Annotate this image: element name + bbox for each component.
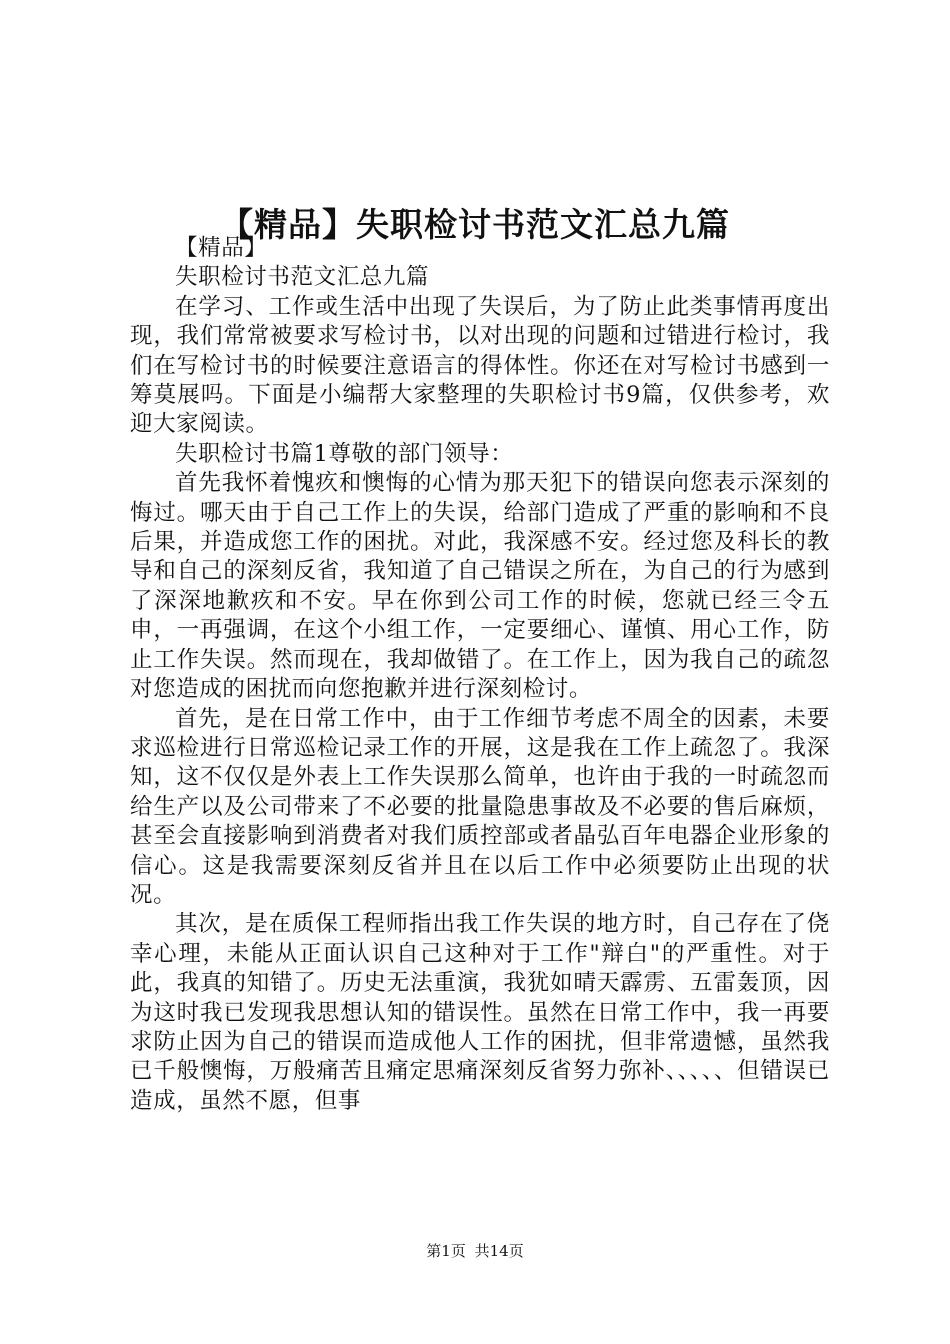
paragraph-body-1: 首先我怀着愧疚和懊悔的心情为那天犯下的错误向您表示深刻的悔过。哪天由于自己工作上的失误，给部门造成了严重的影响和不良后果，并造成您工作的困扰。对此，我深感不安。经过您及科长的教导和自己的深刻反省，我知道了自己错误之所在，为自己的行为感到了深深地歉疚和不安。早在你到公司工作的时候，您就已经三令五申，一再强调，在这个小组工作，一定要细心、谨慎、用心工作，防止工作失误。然而现在，我却做错了。在工作上，因为我自己的疏忽对您造成的困扰而向您抱歉并进行深刻检讨。	[130, 470, 830, 703]
paragraph-subtitle: 失职检讨书范文汇总九篇	[175, 264, 430, 291]
page-total: 共14页	[474, 1242, 524, 1260]
paragraph-tag: 【精品】	[175, 235, 268, 261]
paragraph-body-3: 其次，是在质保工程师指出我工作失误的地方时，自己存在了侥幸心理，未能从正面认识自己这种对于工作"辩白"的严重性。对于此，我真的知错了。历史无法重演，我犹如晴天霹雳、五雷轰顶，因为这时我已发现我思想认知的错误性。虽然在日常工作中，我一再要求防止因为自己的错误而造成他人工作的困扰，但非常遗憾，虽然我已千般懊悔，万般痛苦且痛定思痛深刻反省努力弥补、、、、、但错误已造成，虽然不愿，但事	[130, 911, 830, 1114]
page-footer	[0, 1241, 950, 1261]
document-body	[130, 234, 830, 1116]
paragraph-body-2: 首先，是在日常工作中，由于工作细节考虑不周全的因素，未要求巡检进行日常巡检记录工作的开展，这是我在工作上疏忽了。我深知，这不仅仅是外表上工作失误那么简单，也许由于我的一时疏忽而给生产以及公司带来了不必要的批量隐患事故及不必要的售后麻烦，甚至会直接影响到消费者对我们质控部或者晶弘百年电器企业形象的信心。这是我需要深刻反省并且在以后工作中必须要防止出现的状况。	[130, 705, 830, 908]
paragraph-intro: 在学习、工作或生活中出现了失误后，为了防止此类事情再度出现，我们常常被要求写检讨书，以对出现的问题和过错进行检讨，我们在写检讨书的时候要注意语言的得体性。你还在对写检讨书感到一筹莫展吗。下面是小编帮大家整理的失职检讨书9篇，仅供参考，欢迎大家阅读。	[130, 293, 830, 438]
paragraph-heading-1: 失职检讨书篇1尊敬的部门领导：	[175, 440, 514, 467]
document-title: 【精品】失职检讨书范文汇总九篇	[220, 205, 730, 245]
page-number: 第1页	[426, 1242, 466, 1260]
